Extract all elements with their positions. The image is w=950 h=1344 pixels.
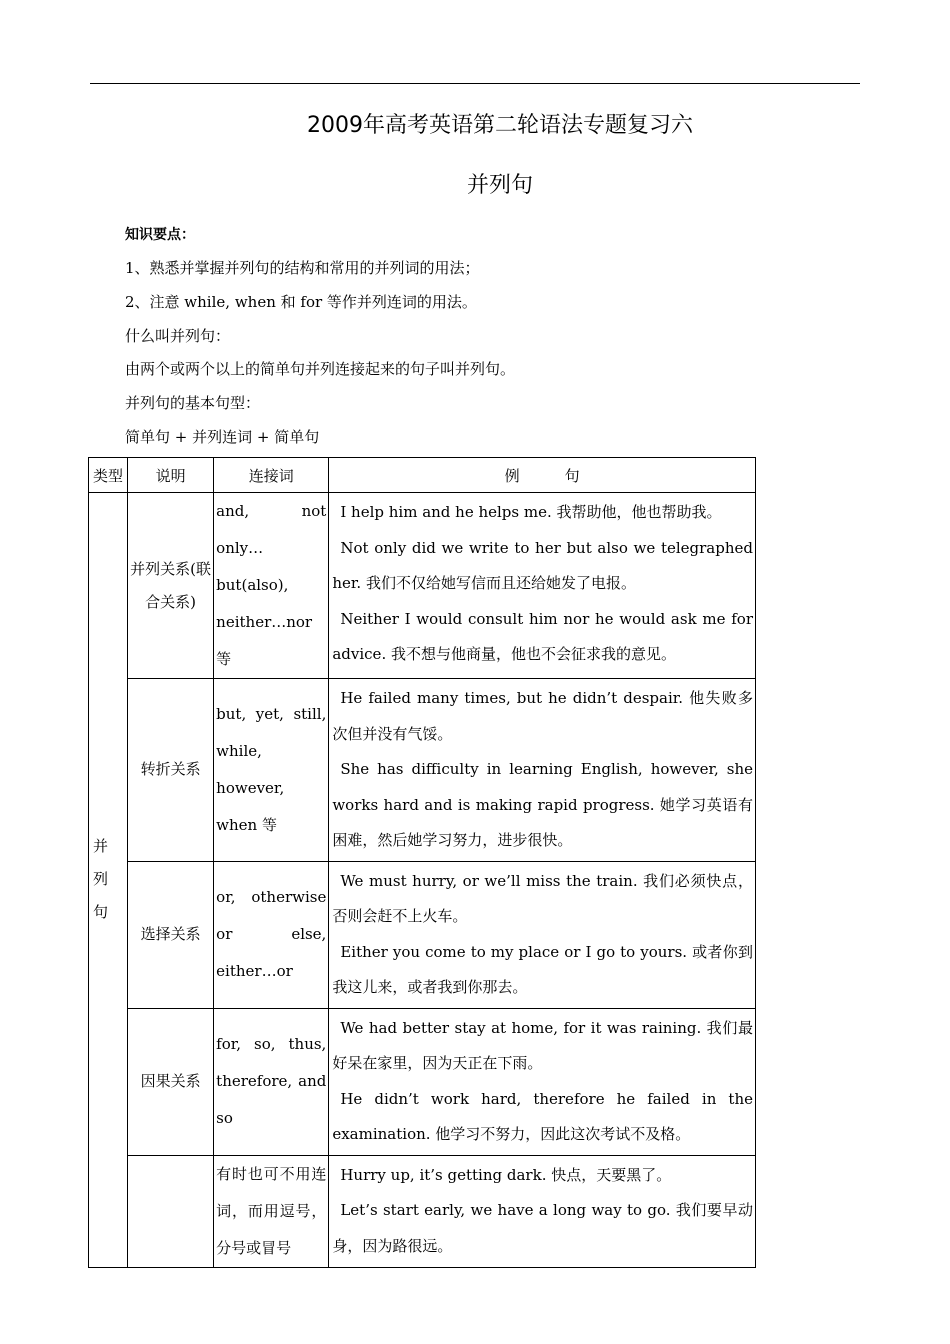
example-sentence: We must hurry, or we’ll miss the train. 我们必须快点，否则会赶不上火车。 (332, 871, 753, 925)
grammar-table (88, 457, 756, 1268)
conj-cell: but, yet, still, while, however, when 等 (214, 679, 329, 862)
example-sentence: Let’s start early, we have a long way to go. 我们要早动身，因为路很远。 (332, 1201, 753, 1255)
header-example: 例 句 (329, 458, 756, 493)
page-subtitle: 并列句 (466, 173, 533, 198)
desc-cell: 选择关系 (128, 861, 214, 1008)
example-cell (329, 861, 756, 1008)
desc-cell: 并列关系(联合关系) (128, 493, 214, 679)
conj-cell: or, otherwise or else, either…or (214, 861, 329, 1008)
pattern: 简单句 + 并列连词 + 简单句 (125, 428, 320, 446)
type-char: 列 (93, 870, 109, 889)
example-cell (329, 1155, 756, 1267)
example-cell (329, 1008, 756, 1155)
what-is-label: 什么叫并列句： (125, 327, 231, 345)
header-desc: 说明 (128, 458, 214, 493)
example-cell (329, 493, 756, 679)
example-sentence: Neither I would consult him nor he would ask me for advice. 我不想与他商量，他也不会征求我的意见。 (332, 609, 753, 663)
conj-cell: and, not only…but(also), neither…nor 等 (214, 493, 329, 679)
table-row (89, 679, 756, 862)
desc-cell (128, 1155, 214, 1267)
point-2: 2、注意 while, when 和 for 等作并列连词的用法。 (125, 293, 477, 311)
example-sentence: Hurry up, it’s getting dark. 快点，天要黑了。 (340, 1165, 672, 1184)
example-sentence: We had better stay at home, for it was raining. 我们最好呆在家里，因为天正在下雨。 (332, 1018, 753, 1072)
type-cell (89, 493, 128, 1268)
example-sentence: He failed many times, but he didn’t despair. 他失败多次但并没有气馁。 (332, 689, 753, 743)
pattern-label: 并列句的基本句型： (125, 394, 261, 412)
definition: 由两个或两个以上的简单句并列连接起来的句子叫并列句。 (125, 360, 516, 378)
example-sentence: She has difficulty in learning English, however, she works hard and is making rapid progress. 她学习英语有困难，然后她学习努力，进步很快。 (332, 760, 753, 849)
example-sentence: He didn’t work hard, therefore he failed in the examination. 他学习不努力，因此这次考试不及格。 (332, 1089, 753, 1143)
point-1: 1、熟悉并掌握并列句的结构和常用的并列词的用法； (125, 259, 480, 277)
header-rule (90, 83, 860, 84)
conj-cell: for, so, thus, therefore, and so (214, 1008, 329, 1155)
example-cell (329, 679, 756, 862)
table-row (89, 493, 756, 679)
type-char: 句 (93, 903, 109, 922)
desc-cell: 转折关系 (128, 679, 214, 862)
page-title: 2009年高考英语第二轮语法专题复习六 (307, 113, 693, 138)
example-sentence: Either you come to my place or I go to yours. 或者你到我这儿来，或者我到你那去。 (332, 942, 753, 996)
header-conj: 连接词 (214, 458, 329, 493)
conj-cell: 有时也可不用连词，而用逗号，分号或冒号 (214, 1155, 329, 1267)
example-sentence: I help him and he helps me. 我帮助他，他也帮助我。 (340, 503, 722, 521)
table-row (89, 861, 756, 1008)
example-sentence: Not only did we write to her but also we telegraphed her. 我们不仅给她写信而且还给她发了电报。 (332, 538, 753, 592)
table-row (89, 1155, 756, 1267)
type-char: 并 (93, 837, 109, 856)
table-header-row (89, 458, 756, 493)
desc-cell: 因果关系 (128, 1008, 214, 1155)
section-heading: 知识要点： (125, 227, 195, 243)
table-row (89, 1008, 756, 1155)
header-type: 类型 (89, 458, 128, 493)
